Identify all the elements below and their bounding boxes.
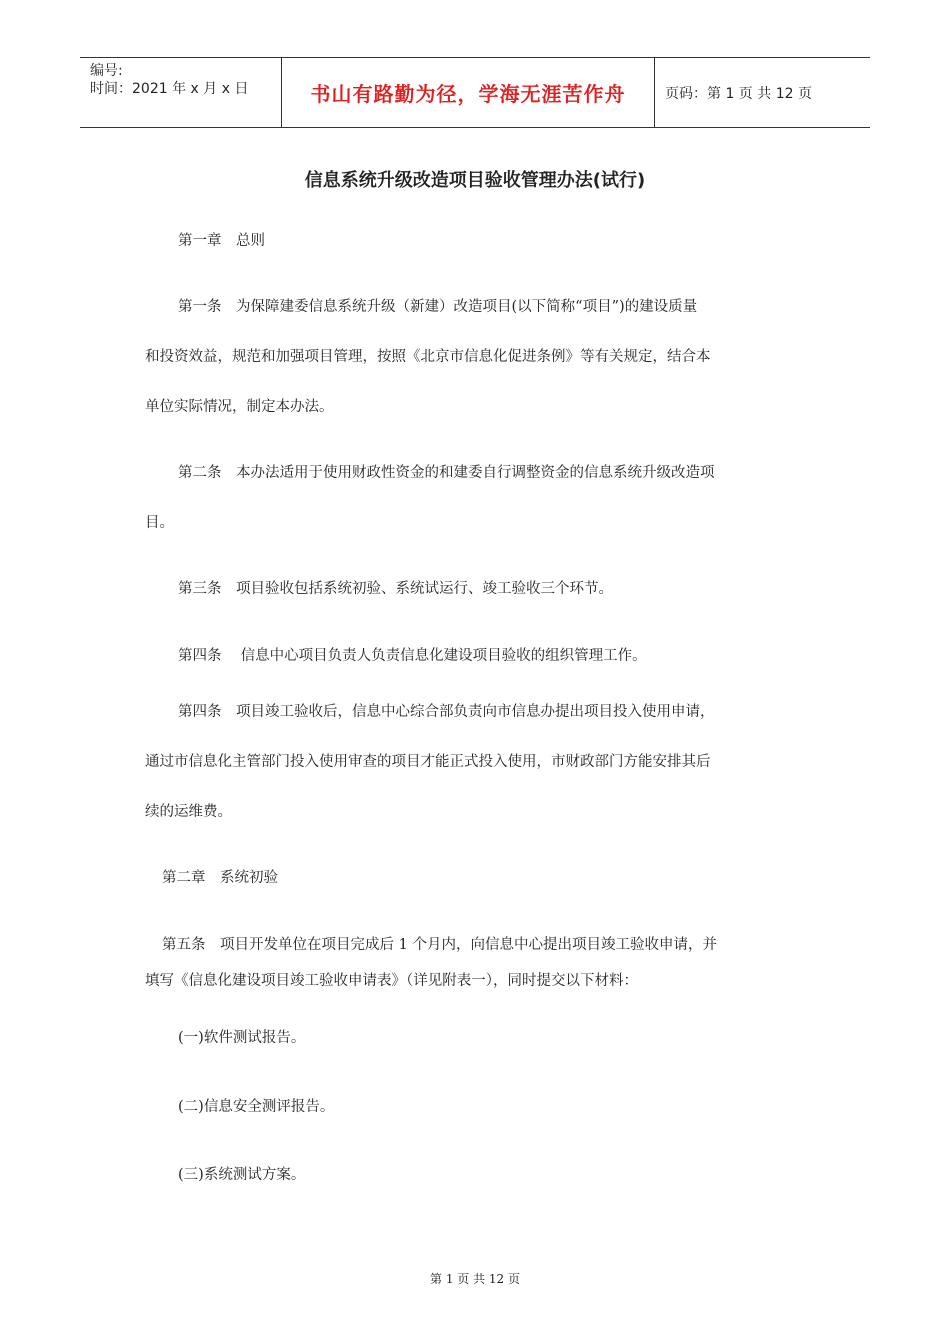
paragraph-line: 通过市信息化主管部门投入使用审查的项目才能正式投入使用，市财政部门方能安排其后 <box>145 754 711 770</box>
page-footer: 第 1 页 共 12 页 <box>430 1272 520 1286</box>
chapter-heading: 第二章 系统初验 <box>162 870 278 886</box>
chapter-heading: 第一章 总则 <box>178 233 265 249</box>
header-page-number: 页码：第 1 页 共 12 页 <box>665 85 812 102</box>
list-item: (三)系统测试方案。 <box>178 1167 306 1183</box>
paragraph-line: 第四条 项目竣工验收后，信息中心综合部负责向市信息办提出项目投入使用申请， <box>178 704 715 720</box>
document-number-label: 编号: <box>90 63 123 79</box>
paragraph-line: 目。 <box>145 515 174 531</box>
paragraph-line: 第二条 本办法适用于使用财政性资金的和建委自行调整资金的信息系统升级改造项 <box>178 465 715 481</box>
document-header <box>80 57 870 128</box>
document-title: 信息系统升级改造项目验收管理办法(试行) <box>304 170 646 191</box>
paragraph-line: 第三条 项目验收包括系统初验、系统试运行、竣工验收三个环节。 <box>178 581 613 597</box>
header-meta <box>80 58 282 127</box>
list-item: (二)信息安全测评报告。 <box>178 1099 335 1115</box>
paragraph-line: 和投资效益，规范和加强项目管理，按照《北京市信息化促进条例》等有关规定，结合本 <box>145 349 711 365</box>
list-item: (一)软件测试报告。 <box>178 1030 306 1046</box>
paragraph-line: 单位实际情况，制定本办法。 <box>145 399 334 415</box>
paragraph-line: 第五条 项目开发单位在项目完成后 1 个月内，向信息中心提出项目竣工验收申请，并 <box>162 937 717 953</box>
paragraph-line: 续的运维费。 <box>145 804 232 820</box>
document-time-label: 时间：2021 年 x 月 x 日 <box>90 81 249 97</box>
header-motto: 书山有路勤为径，学海无涯苦作舟 <box>282 58 655 127</box>
paragraph-line: 第四条 信息中心项目负责人负责信息化建设项目验收的组织管理工作。 <box>178 648 647 664</box>
paragraph-line: 填写《信息化建设项目竣工验收申请表》（详见附表一），同时提交以下材料： <box>145 973 638 989</box>
paragraph-line: 第一条 为保障建委信息系统升级（新建）改造项目(以下简称“项目”)的建设质量 <box>178 299 698 315</box>
